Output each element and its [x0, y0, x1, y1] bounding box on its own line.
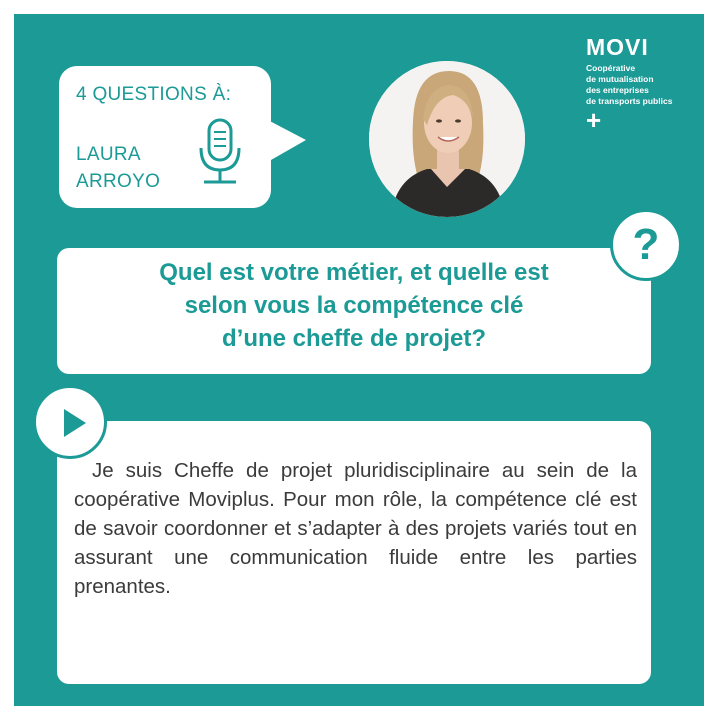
question-line: d’une cheffe de projet? [221, 325, 487, 352]
question-mark-icon: ? [610, 209, 682, 281]
logo-tagline-line: de transports publics [586, 96, 673, 106]
play-triangle [64, 409, 86, 437]
portrait-photo [369, 61, 525, 217]
answer-text: Je suis Cheffe de projet pluridisciplinaire au sein de la coopérative Moviplus. Pour mon rôle, la compétence clé est de savoir coordonner et s’adapter à des projets variés tout en assurant une communication fluide entre les parties prenantes. [74, 459, 637, 598]
speech-bubble-tail [264, 118, 306, 164]
question-text [57, 256, 651, 355]
interviewee-name [76, 141, 160, 195]
logo-tagline [586, 63, 672, 107]
logo-tagline-line: des entreprises [586, 85, 649, 95]
question-line: Quel est votre métier, et quelle est [159, 259, 549, 286]
microphone-icon [196, 118, 244, 191]
interviewee-last-name: ARROYO [76, 171, 161, 192]
interviewee-first-name: LAURA [76, 144, 141, 165]
movi-logo [586, 34, 673, 135]
logo-tagline-line: Coopérative [586, 63, 636, 73]
plus-icon: + [586, 105, 602, 135]
logo-tagline-line: de mutualisation [586, 74, 654, 84]
play-icon [33, 385, 107, 459]
series-title: 4 QUESTIONS À: [76, 84, 232, 105]
question-line: selon vous la compétence clé [184, 292, 524, 319]
logo-wordmark: MOVI [586, 34, 649, 60]
